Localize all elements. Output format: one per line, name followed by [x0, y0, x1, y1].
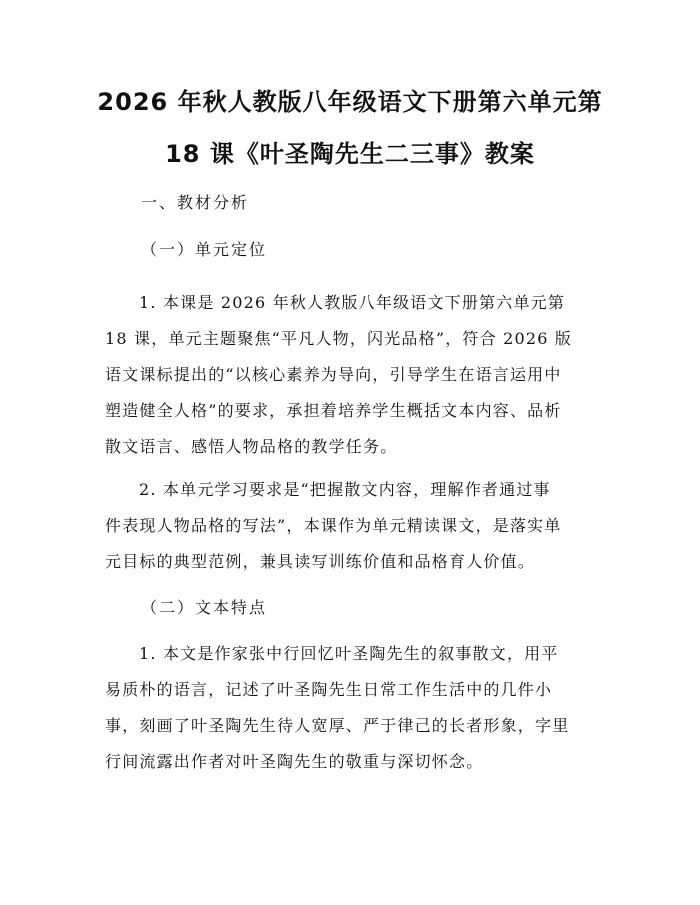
paragraph-line: 易质朴的语言，记述了叶圣陶先生日常工作生活中的几件小	[105, 680, 553, 699]
paragraph-line: 件表现人物品格的写法”，本课作为单元精读课文，是落实单	[105, 516, 562, 535]
subsection-heading-unit-position: （一）单元定位	[141, 240, 268, 259]
paragraph-text-features-1	[105, 636, 600, 780]
paragraph-unit-position-1	[105, 285, 600, 465]
paragraph-line: 1. 本文是作家张中行回忆叶圣陶先生的叙事散文，用平	[139, 644, 559, 663]
paragraph-line: 散文语言、感悟人物品格的教学任务。	[105, 437, 398, 456]
document-title-line-1: 2026 年秋人教版八年级语文下册第六单元第	[97, 88, 603, 116]
paragraph-line: 1. 本课是 2026 年秋人教版八年级语文下册第六单元第	[139, 293, 566, 312]
paragraph-line: 元目标的典型范例，兼具读写训练价值和品格育人价值。	[105, 552, 536, 571]
document-title-line-2: 18 课《叶圣陶先生二三事》教案	[165, 140, 535, 168]
paragraph-unit-position-2	[105, 472, 600, 580]
paragraph-line: 2. 本单元学习要求是“把握散文内容，理解作者通过事	[139, 480, 551, 499]
section-heading-teaching-material-analysis: 一、教材分析	[141, 193, 250, 212]
paragraph-line: 18 课，单元主题聚焦“平凡人物，闪光品格”，符合 2026 版	[105, 329, 573, 348]
subsection-heading-text-features: （二）文本特点	[141, 598, 268, 617]
paragraph-line: 事，刻画了叶圣陶先生待人宽厚、严于律己的长者形象，字里	[105, 716, 570, 735]
paragraph-line: 行间流露出作者对叶圣陶先生的敬重与深切怀念。	[105, 752, 484, 771]
paragraph-line: 塑造健全人格”的要求，承担着培养学生概括文本内容、品析	[105, 401, 562, 420]
paragraph-line: 语文课标提出的“以核心素养为导向，引导学生在语言运用中	[105, 365, 562, 384]
